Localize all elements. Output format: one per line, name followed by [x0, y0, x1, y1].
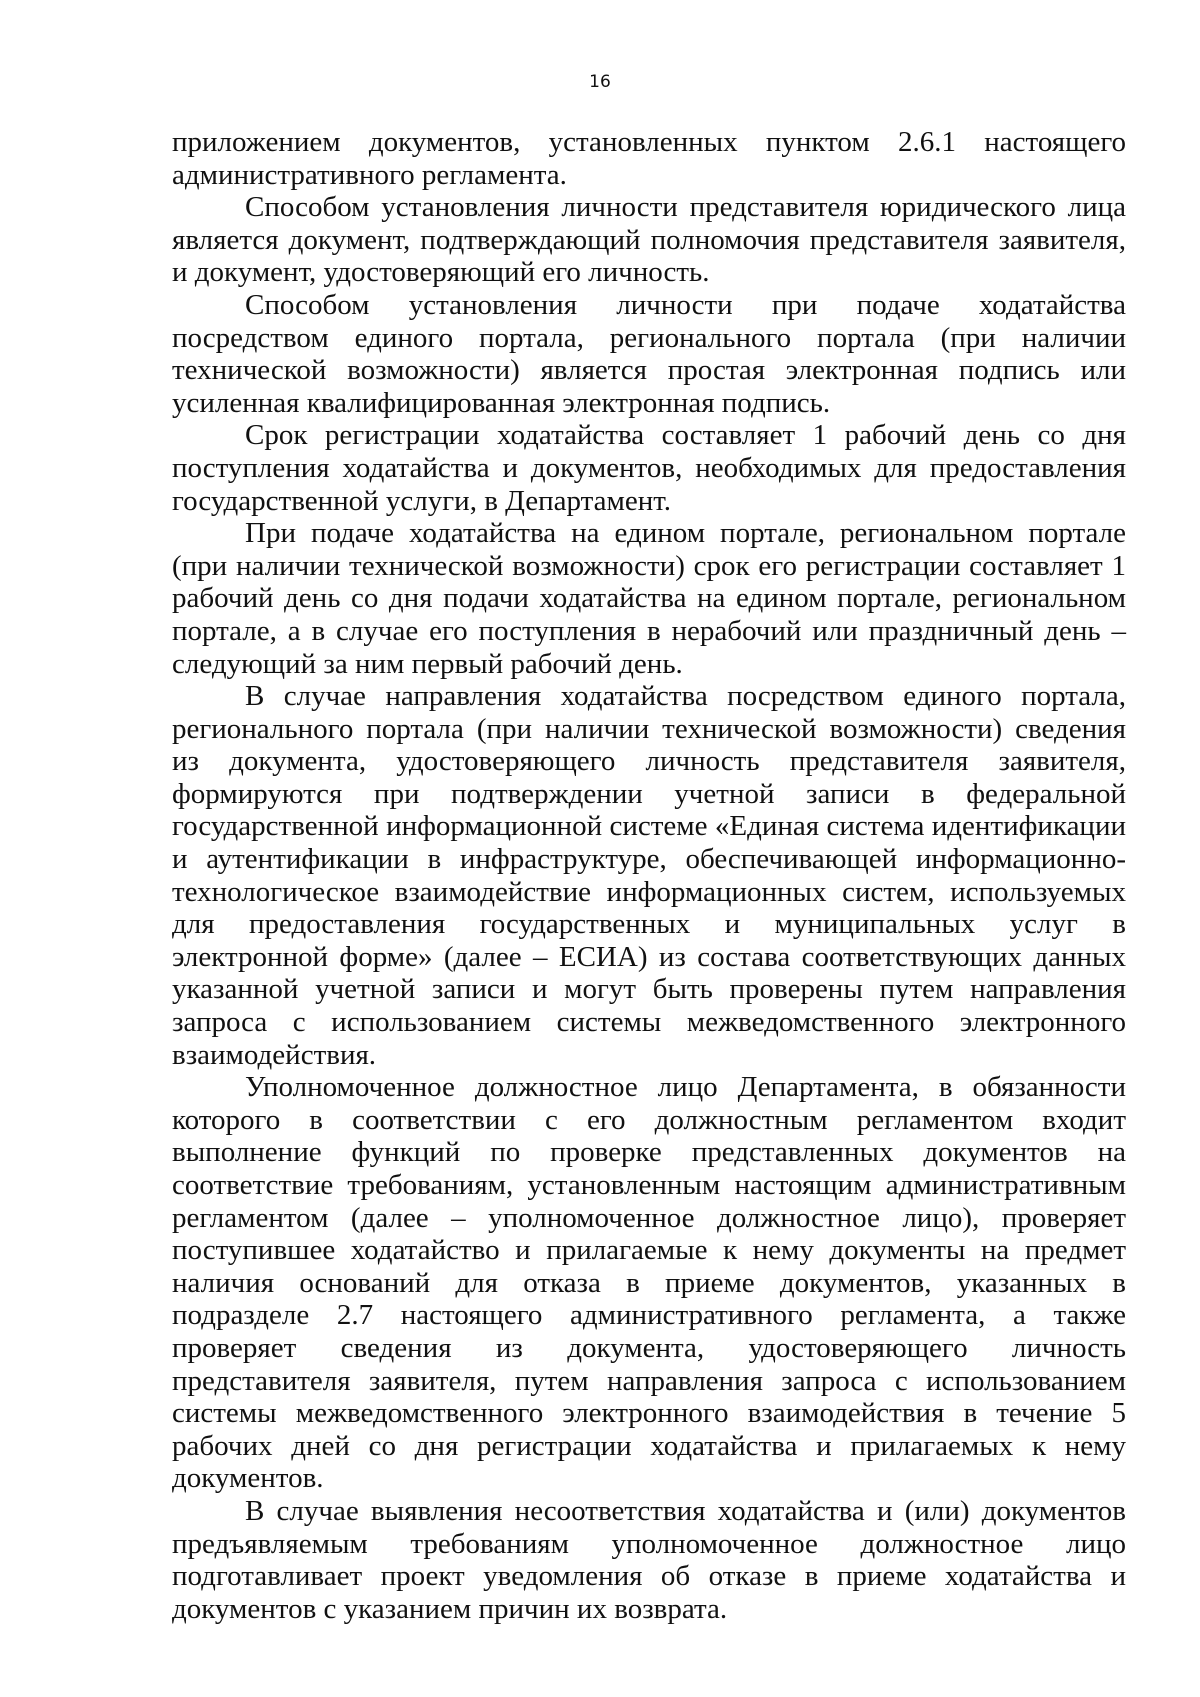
paragraph-portal-registration-term: При подаче ходатайства на едином портале, региональном портале (при наличии технической возможности) срок его регистрации составляет 1 рабочий день со дня подачи ходатайства на едином портале, региональном портале, а в случае его поступления в нерабочий или праздничный день – следующий за ним первый рабочий день.: [172, 517, 1126, 680]
paragraph-continuation: приложением документов, установленных пунктом 2.6.1 настоящего административного регламента.: [172, 126, 1126, 191]
paragraph-authorized-official: Уполномоченное должностное лицо Департамента, в обязанности которого в соответствии с его должностным регламентом входит выполнение функций по проверке представленных документов на соответствие требованиям, установленным настоящим административным регламентом (далее – уполномоченное должностное лицо), проверяет поступившее ходатайство и прилагаемые к нему документы на предмет наличия оснований для отказа в приеме документов, указанных в подразделе 2.7 настоящего административного регламента, а также проверяет сведения из документа, удостоверяющего личность представителя заявителя, путем направления запроса с использованием системы межведомственного электронного взаимодействия в течение 5 рабочих дней со дня регистрации ходатайства и прилагаемых к нему документов.: [172, 1071, 1126, 1495]
paragraph-identity-portal: Способом установления личности при подаче ходатайства посредством единого портала, регионального портала (при наличии технической возможности) является простая электронная подпись или усиленная квалифицированная электронная подпись.: [172, 288, 1126, 419]
paragraph-refusal-notice: В случае выявления несоответствия ходатайства и (или) документов предъявляемым требованиям уполномоченное должностное лицо подготавливает проект уведомления об отказе в приеме ходатайства и документов с указанием причин их возврата.: [172, 1494, 1126, 1625]
document-body: [172, 126, 1126, 1625]
page-number: 16: [589, 72, 611, 92]
paragraph-esia: В случае направления ходатайства посредством единого портала, регионального портала (при наличии технической возможности) сведения из документа, удостоверяющего личность представителя заявителя, формируются при подтверждении учетной записи в федеральной государственной информационной системе «Единая система идентификации и аутентификации в инфраструктуре, обеспечивающей информационно-технологическое взаимодействие информационных систем, используемых для предоставления государственных и муниципальных услуг в электронной форме» (далее – ЕСИА) из состава соответствующих данных указанной учетной записи и могут быть проверены путем направления запроса с использованием системы межведомственного электронного взаимодействия.: [172, 680, 1126, 1071]
paragraph-identity-legal-entity: Способом установления личности представителя юридического лица является документ, подтверждающий полномочия представителя заявителя, и документ, удостоверяющий его личность.: [172, 191, 1126, 289]
paragraph-registration-term: Срок регистрации ходатайства составляет 1 рабочий день со дня поступления ходатайства и документов, необходимых для предоставления государственной услуги, в Департамент.: [172, 419, 1126, 517]
